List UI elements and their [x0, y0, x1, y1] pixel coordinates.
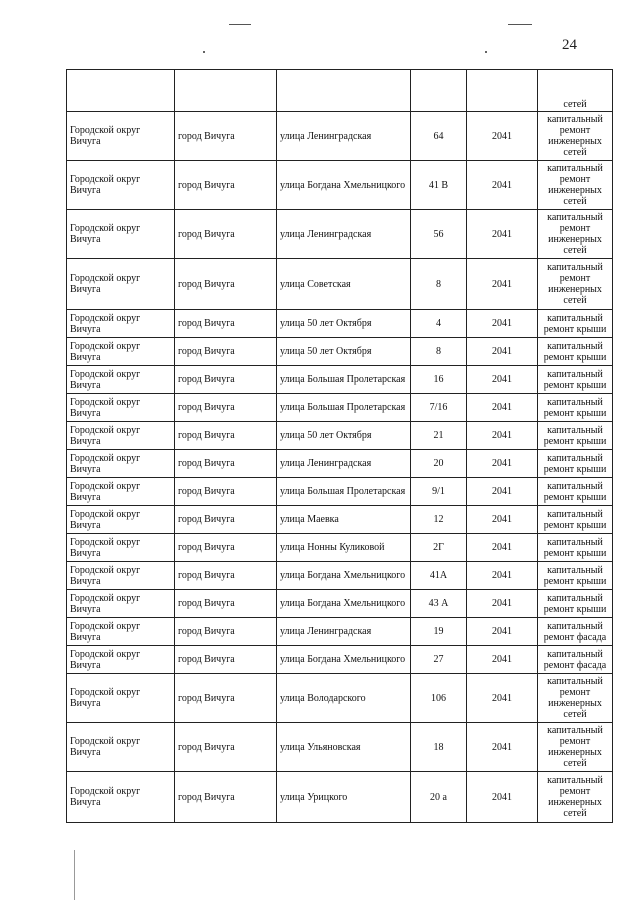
cell-street: улица Богдана Хмельницкого [277, 562, 411, 590]
cell-district: Городской округ Вичуга [67, 394, 175, 422]
cell-district: Городской округ Вичуга [67, 210, 175, 259]
cell-house: 9/1 [411, 478, 467, 506]
cell-street: улица 50 лет Октября [277, 338, 411, 366]
table-row [67, 674, 613, 723]
table-row [67, 618, 613, 646]
cell-work: капитальный ремонт фасада [538, 646, 613, 674]
cell-street: улица Нонны Куликовой [277, 534, 411, 562]
cell-year: 2041 [467, 723, 538, 772]
scan-artifact-line [229, 24, 251, 25]
cell-house: 56 [411, 210, 467, 259]
cell-work: капитальный ремонт инженерных сетей [538, 259, 613, 310]
cell-district: Городской округ Вичуга [67, 618, 175, 646]
cell-city: город Вичуга [175, 674, 277, 723]
cell-district: Городской округ Вичуга [67, 646, 175, 674]
cell-house: 18 [411, 723, 467, 772]
table-row [67, 506, 613, 534]
table-row [67, 338, 613, 366]
cell-year: 2041 [467, 478, 538, 506]
cell-city: город Вичуга [175, 772, 277, 823]
scan-artifact-dot [203, 51, 205, 53]
cell-city [175, 70, 277, 112]
cell-work: капитальный ремонт крыши [538, 506, 613, 534]
cell-city: город Вичуга [175, 259, 277, 310]
cell-district: Городской округ Вичуга [67, 562, 175, 590]
cell-street: улица 50 лет Октября [277, 422, 411, 450]
cell-city: город Вичуга [175, 366, 277, 394]
cell-year: 2041 [467, 562, 538, 590]
table-row [67, 723, 613, 772]
cell-year: 2041 [467, 506, 538, 534]
cell-street [277, 70, 411, 112]
cell-year: 2041 [467, 590, 538, 618]
cell-work: капитальный ремонт крыши [538, 338, 613, 366]
cell-district [67, 70, 175, 112]
table-row [67, 590, 613, 618]
cell-district: Городской округ Вичуга [67, 366, 175, 394]
cell-house: 16 [411, 366, 467, 394]
cell-city: город Вичуга [175, 422, 277, 450]
cell-work: капитальный ремонт инженерных сетей [538, 210, 613, 259]
cell-work: капитальный ремонт фасада [538, 618, 613, 646]
cell-house: 64 [411, 112, 467, 161]
cell-year: 2041 [467, 210, 538, 259]
cell-house: 106 [411, 674, 467, 723]
cell-year: 2041 [467, 674, 538, 723]
cell-year: 2041 [467, 366, 538, 394]
table-row [67, 161, 613, 210]
table-body [67, 70, 613, 823]
cell-year: 2041 [467, 394, 538, 422]
cell-street: улица Большая Пролетарская [277, 394, 411, 422]
cell-city: город Вичуга [175, 618, 277, 646]
cell-city: город Вичуга [175, 210, 277, 259]
table-row [67, 366, 613, 394]
cell-street: улица Володарского [277, 674, 411, 723]
cell-year: 2041 [467, 112, 538, 161]
cell-work: капитальный ремонт крыши [538, 422, 613, 450]
cell-city: город Вичуга [175, 450, 277, 478]
cell-house: 43 А [411, 590, 467, 618]
cell-work: капитальный ремонт крыши [538, 394, 613, 422]
cell-street: улица 50 лет Октября [277, 310, 411, 338]
table-row [67, 422, 613, 450]
cell-street: улица Ленинградская [277, 450, 411, 478]
cell-district: Городской округ Вичуга [67, 506, 175, 534]
cell-year: 2041 [467, 161, 538, 210]
table-row [67, 259, 613, 310]
cell-house: 20 а [411, 772, 467, 823]
cell-district: Городской округ Вичуга [67, 674, 175, 723]
cell-district: Городской округ Вичуга [67, 772, 175, 823]
table-row [67, 310, 613, 338]
cell-street: улица Богдана Хмельницкого [277, 646, 411, 674]
scan-artifact-line [508, 24, 532, 25]
cell-street: улица Ленинградская [277, 112, 411, 161]
page-number: 24 [562, 37, 577, 53]
housing-repair-table [66, 69, 613, 823]
cell-city: город Вичуга [175, 310, 277, 338]
table-row-continued [67, 70, 613, 112]
scan-artifact-dot [485, 51, 487, 53]
table-row [67, 646, 613, 674]
cell-house: 8 [411, 338, 467, 366]
cell-year: 2041 [467, 338, 538, 366]
cell-street: улица Ленинградская [277, 210, 411, 259]
cell-house [411, 70, 467, 112]
cell-street: улица Богдана Хмельницкого [277, 590, 411, 618]
cell-year [467, 70, 538, 112]
cell-work: капитальный ремонт крыши [538, 478, 613, 506]
cell-work: капитальный ремонт инженерных сетей [538, 112, 613, 161]
table-row [67, 450, 613, 478]
cell-work: сетей [538, 70, 613, 112]
cell-city: город Вичуга [175, 112, 277, 161]
cell-district: Городской округ Вичуга [67, 338, 175, 366]
cell-city: город Вичуга [175, 338, 277, 366]
cell-city: город Вичуга [175, 723, 277, 772]
cell-year: 2041 [467, 618, 538, 646]
cell-city: город Вичуга [175, 161, 277, 210]
cell-district: Городской округ Вичуга [67, 422, 175, 450]
cell-street: улица Ленинградская [277, 618, 411, 646]
cell-district: Городской округ Вичуга [67, 112, 175, 161]
table-row [67, 562, 613, 590]
cell-work: капитальный ремонт крыши [538, 534, 613, 562]
cell-house: 41А [411, 562, 467, 590]
cell-city: город Вичуга [175, 478, 277, 506]
cell-district: Городской округ Вичуга [67, 161, 175, 210]
cell-street: улица Маевка [277, 506, 411, 534]
cell-work: капитальный ремонт крыши [538, 562, 613, 590]
cell-year: 2041 [467, 772, 538, 823]
table-row [67, 210, 613, 259]
cell-city: город Вичуга [175, 534, 277, 562]
cell-district: Городской округ Вичуга [67, 450, 175, 478]
cell-year: 2041 [467, 534, 538, 562]
cell-work: капитальный ремонт крыши [538, 590, 613, 618]
table-row [67, 772, 613, 823]
table-row [67, 534, 613, 562]
cell-work: капитальный ремонт крыши [538, 450, 613, 478]
cell-house: 4 [411, 310, 467, 338]
table-row [67, 394, 613, 422]
cell-year: 2041 [467, 259, 538, 310]
cell-work: капитальный ремонт инженерных сетей [538, 674, 613, 723]
cell-city: город Вичуга [175, 562, 277, 590]
cell-house: 21 [411, 422, 467, 450]
cell-district: Городской округ Вичуга [67, 590, 175, 618]
cell-house: 2Г [411, 534, 467, 562]
table-row [67, 478, 613, 506]
cell-house: 19 [411, 618, 467, 646]
cell-year: 2041 [467, 422, 538, 450]
cell-house: 41 В [411, 161, 467, 210]
cell-house: 20 [411, 450, 467, 478]
cell-house: 27 [411, 646, 467, 674]
cell-city: город Вичуга [175, 394, 277, 422]
cell-city: город Вичуга [175, 506, 277, 534]
cell-house: 8 [411, 259, 467, 310]
cell-house: 7/16 [411, 394, 467, 422]
cell-street: улица Ульяновская [277, 723, 411, 772]
cell-district: Городской округ Вичуга [67, 478, 175, 506]
cell-city: город Вичуга [175, 590, 277, 618]
cell-house: 12 [411, 506, 467, 534]
scan-artifact-margin-line [74, 850, 75, 900]
cell-year: 2041 [467, 646, 538, 674]
cell-work: капитальный ремонт крыши [538, 366, 613, 394]
cell-work: капитальный ремонт инженерных сетей [538, 161, 613, 210]
cell-district: Городской округ Вичуга [67, 310, 175, 338]
table-row [67, 112, 613, 161]
cell-street: улица Урицкого [277, 772, 411, 823]
cell-work: капитальный ремонт крыши [538, 310, 613, 338]
cell-work: капитальный ремонт инженерных сетей [538, 723, 613, 772]
cell-street: улица Советская [277, 259, 411, 310]
cell-district: Городской округ Вичуга [67, 534, 175, 562]
cell-district: Городской округ Вичуга [67, 723, 175, 772]
cell-street: улица Большая Пролетарская [277, 478, 411, 506]
cell-year: 2041 [467, 450, 538, 478]
cell-city: город Вичуга [175, 646, 277, 674]
cell-street: улица Большая Пролетарская [277, 366, 411, 394]
cell-work: капитальный ремонт инженерных сетей [538, 772, 613, 823]
cell-year: 2041 [467, 310, 538, 338]
cell-district: Городской округ Вичуга [67, 259, 175, 310]
cell-street: улица Богдана Хмельницкого [277, 161, 411, 210]
